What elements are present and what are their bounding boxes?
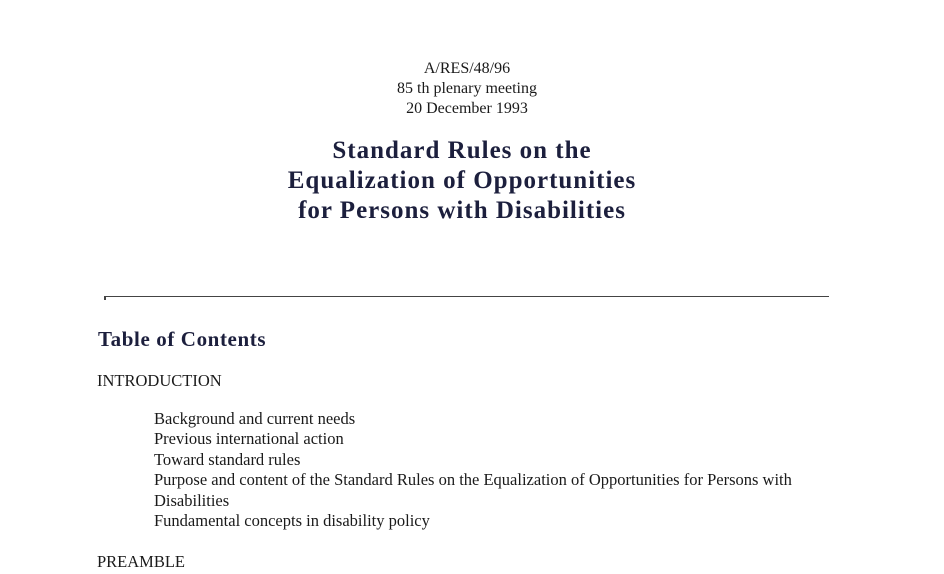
resolution-date: 20 December 1993 [406, 100, 528, 117]
divider-end-mark [104, 296, 106, 300]
meeting-info: 85 th plenary meeting [397, 80, 537, 97]
toc-item-background[interactable]: Background and current needs [154, 409, 356, 428]
toc-item-fundamental-concepts[interactable]: Fundamental concepts in disability policy [154, 511, 430, 531]
title-line-3: for Persons with Disabilities [298, 197, 626, 224]
document-title [0, 136, 924, 226]
document-meta [0, 59, 934, 119]
toc-item-previous-action[interactable]: Previous international action [154, 429, 344, 449]
toc-item-toward-standard-rules[interactable]: Toward standard rules [154, 449, 301, 469]
title-line-1: Standard Rules on the [332, 137, 592, 164]
toc-item-purpose-and-content[interactable]: Purpose and content of the Standard Rules on the Equalization of Opportunities for Persons with Disabilities [154, 470, 792, 510]
toc-introduction-list [154, 409, 854, 531]
resolution-number: A/RES/48/96 [423, 60, 511, 77]
title-line-2: Equalization of Opportunities [287, 167, 637, 194]
toc-section-preamble[interactable]: PREAMBLE [97, 552, 186, 571]
toc-section-introduction[interactable]: INTRODUCTION [97, 371, 222, 390]
toc-heading: Table of Contents [98, 327, 267, 351]
horizontal-divider [104, 296, 829, 297]
